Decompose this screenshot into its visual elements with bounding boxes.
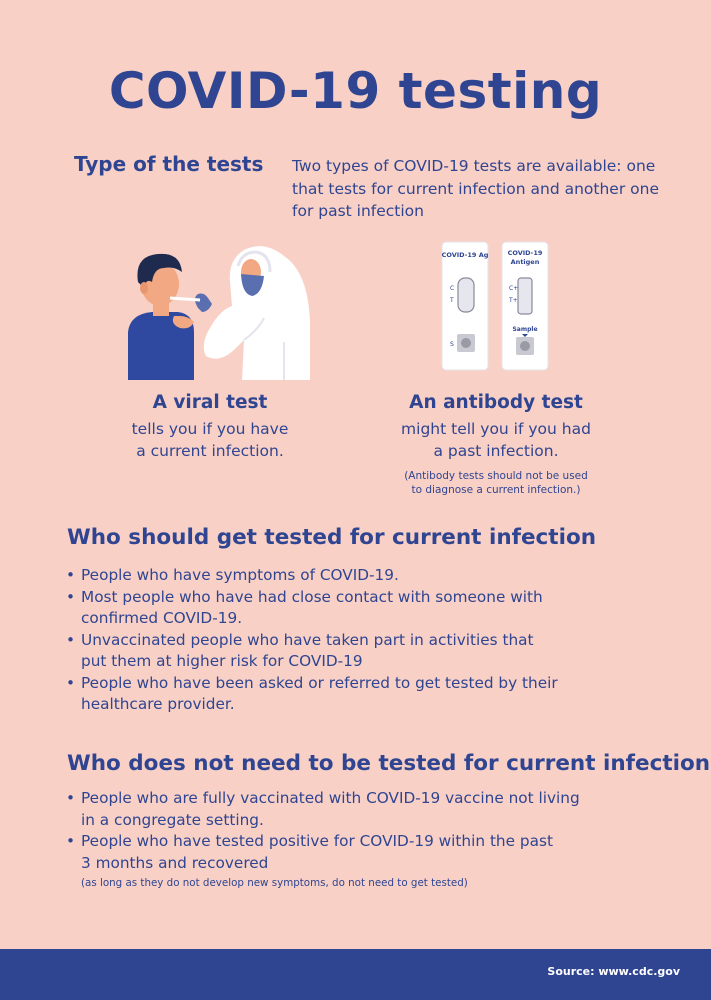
swab [170, 298, 200, 300]
test-cassettes-illustration [440, 240, 552, 374]
list-item: • People who have symptoms of COVID-19. [66, 566, 399, 584]
page-title: COVID-19 testing [108, 62, 603, 120]
list-item: • Unvaccinated people who have taken part in activities that put them at higher risk for COVID-19 [66, 630, 534, 670]
list-item: • People who are fully vaccinated with COVID-19 vaccine not living in a congregate setting. [66, 789, 580, 829]
svg-text:T+: T+ [509, 297, 518, 304]
who-not-note: (as long as they do not develop new symptoms, do not need to get tested) [81, 877, 468, 889]
svg-text:T: T [450, 297, 454, 304]
list-item: • Most people who have had close contact with someone with confirmed COVID-19. [66, 587, 543, 627]
list-item: • People who have tested positive for COVID-19 within the past 3 months and recovered [66, 832, 553, 872]
svg-text:C: C [450, 285, 455, 292]
who-not-heading: Who does not need to be tested for current infection [67, 751, 711, 776]
svg-text:Antigen: Antigen [510, 258, 540, 266]
antibody-test-heading: An antibody test [409, 392, 583, 413]
antibody-note-1: (Antibody tests should not be used [404, 470, 588, 482]
viral-test-text-1: tells you if you have [131, 420, 289, 438]
types-heading: Type of the tests [74, 152, 264, 176]
svg-text:COVID-19: COVID-19 [507, 249, 543, 257]
who-should-heading: Who should get tested for current infection [67, 525, 597, 550]
source-text: Source: www.cdc.gov [547, 965, 680, 978]
antibody-test-text-2: a past infection. [433, 441, 559, 460]
antibody-test-caption [380, 392, 612, 497]
cassette-ag-label: COVID-19 Ag [441, 251, 489, 259]
who-not-list [66, 788, 626, 874]
who-should-list [66, 565, 626, 716]
svg-text:Sample: Sample [512, 326, 538, 333]
list-item: • People who have been asked or referred to get tested by their healthcare provider. [66, 673, 558, 713]
antibody-test-text-1: might tell you if you had [401, 420, 591, 438]
types-description: Two types of COVID-19 tests are available: one that tests for current infection and another one for past infection [292, 157, 659, 220]
footer-bar [0, 949, 711, 1000]
viral-test-heading: A viral test [152, 392, 268, 413]
svg-text:S: S [450, 341, 454, 348]
svg-text:C+: C+ [509, 285, 519, 292]
antibody-note-2: to diagnose a current infection.) [411, 484, 581, 496]
swab-test-illustration [124, 232, 310, 380]
viral-test-caption [100, 392, 320, 462]
worker-glove [195, 294, 212, 313]
viral-test-text-2: a current infection. [136, 441, 284, 460]
